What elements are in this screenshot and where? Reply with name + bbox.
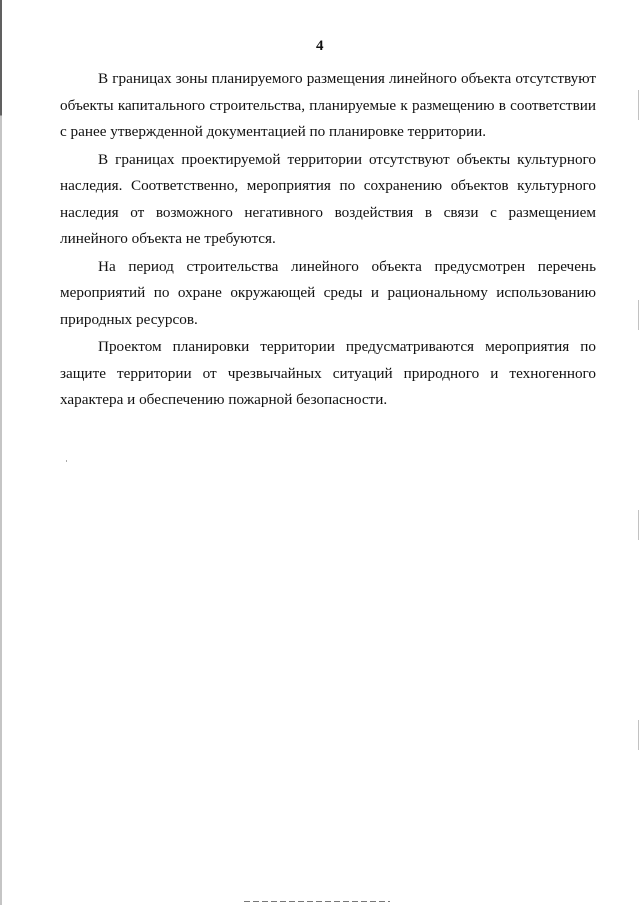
scan-left-edge xyxy=(0,0,2,905)
page-number: 4 xyxy=(316,38,324,54)
footer-line xyxy=(244,901,390,902)
scan-artifact xyxy=(66,460,67,462)
paragraph-emergency-protection: Проектом планировки территории предусматриваются мероприятия по защите территории от чрезвычайных ситуаций природного и техногенного характера и обеспечению пожарной безопасности. xyxy=(60,338,596,408)
paragraph-cultural-heritage: В границах проектируемой территории отсутствуют объекты культурного наследия. Соответственно, мероприятия по сохранению объектов культурного наследия от возможного негативного воздействия в связи с размещением линейного объекта не требуются. xyxy=(60,150,596,247)
paragraph-environment-protection: На период строительства линейного объекта предусмотрен перечень мероприятий по охране окружающей среды и рациональному использованию природных ресурсов. xyxy=(60,257,596,328)
paragraph-existing-objects: В границах зоны планируемого размещения линейного объекта отсутствуют объекты капитального строительства, планируемые к размещению в соответствии с ранее утвержденной документацией по планировке территории. xyxy=(60,70,596,140)
scan-right-edge xyxy=(638,0,639,905)
document-body xyxy=(60,66,596,414)
